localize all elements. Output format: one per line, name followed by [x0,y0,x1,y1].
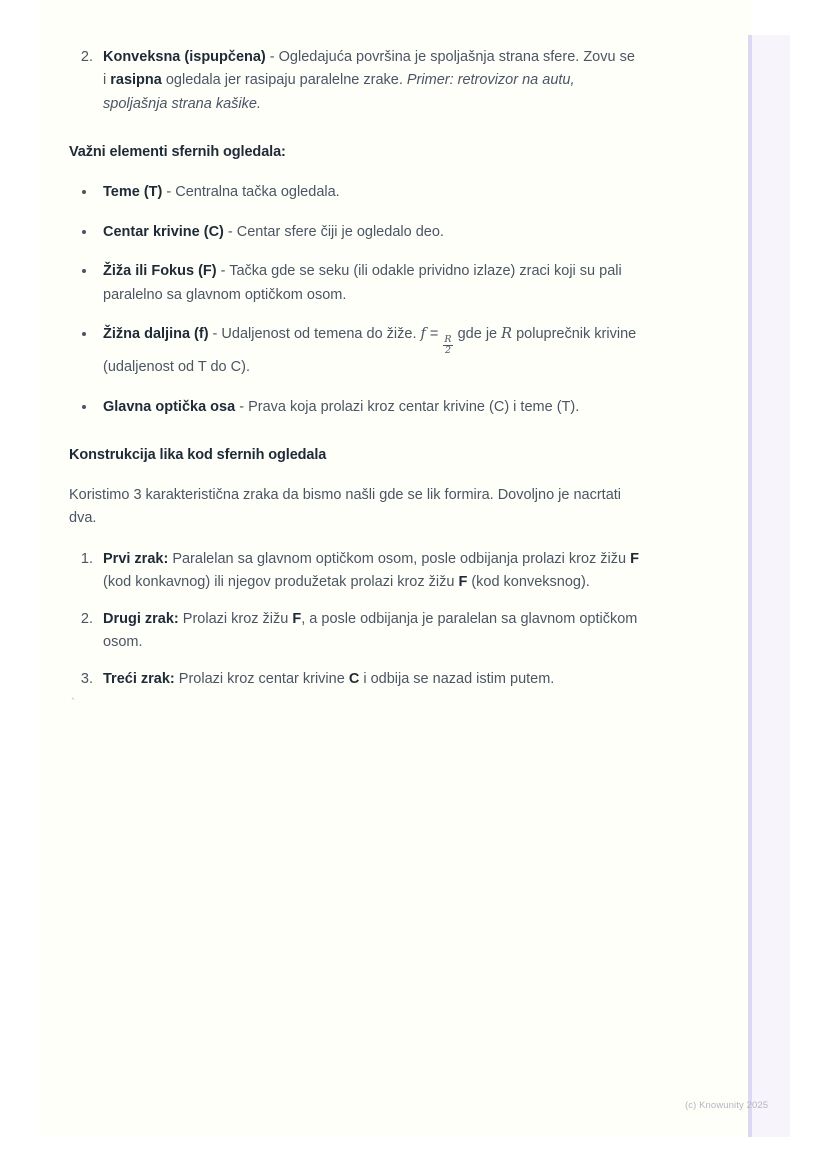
item-text: Centar sfere čiji je ogledalo deo. [236,223,444,240]
symbol-focus-second: F [458,574,468,591]
stray-backtick-character: ` [69,696,77,711]
term-label: Teme (T) [103,184,163,201]
formula-equals: = [425,326,443,343]
term-dash: - [216,263,230,280]
formula-lhs: f [420,326,426,343]
fraction-numerator: R [444,333,452,345]
list-item-ray [97,548,639,595]
item-text: Paralelan sa glavnom optičkom osom, posle odbijanja prolazi kroz žižu [168,550,631,567]
formula-var-radius: R [501,326,513,343]
item-text: Udaljenost od temena do žiže. [221,326,421,343]
term-dash: - [265,49,279,65]
term-label: Drugi zrak: [103,610,179,627]
item-text: Ogledajuća površina je spoljašnja strana sfere. Zovu se i [103,49,635,89]
item-text: Centralna tačka ogledala. [175,184,340,201]
term-dash: - [223,223,237,240]
item-text-continued: (kod konkavnog) ili njegov produžetak prolazi kroz žižu [103,574,459,591]
list-item [97,221,639,244]
item-text: Tačka gde se seku (ili odakle prividno izlaze) zraci koji su pali paralelno sa glavnom optičkom osom. [103,263,622,303]
item-text: Prolazi kroz žižu [178,610,293,627]
item-example-italic: Primer: retrovizor na autu, spoljašnja strana kašike. [103,72,575,112]
term-label: Centar krivine (C) [103,223,224,240]
item-text-tail: , a posle odbijanja je paralelan sa glavnom optičkom osom. [103,610,638,651]
list-item [97,396,639,419]
term-label: Prvi zrak: [103,550,169,567]
fraction-denominator: 2 [444,345,452,357]
term-label-secondary: rasipna [110,72,162,89]
formula-fraction [443,335,452,356]
term-label: Glavna optička osa [103,398,236,415]
list-item [97,46,639,116]
item-text: Prava koja prolazi kroz centar krivine (C) i teme (T). [248,398,580,415]
copyright-watermark: (c) Knowunity 2025 [685,1100,769,1111]
item-text-tail: i odbija se nazad istim putem. [359,670,555,687]
rays-list [69,548,639,691]
item-text: Prolazi kroz centar krivine [174,670,349,687]
document-content [69,0,639,705]
item-text-continued: ogledala jer rasipaju paralelne zrake. [161,72,407,89]
item-text-tail: (kod konveksnog). [467,574,590,591]
symbol-focus: F [292,610,302,627]
item-text-tail: poluprečnik krivine (udaljenost od T do C). [103,326,637,376]
list-item-focal-length [97,323,639,379]
symbol-center: C [348,670,360,687]
term-dash: - [235,398,249,415]
list-item-ray [97,668,639,691]
mirror-elements-list [69,181,639,419]
term-dash: - [208,326,222,343]
term-label: Žiža ili Fokus (F) [103,263,217,280]
formula-suffix-text: gde je [453,326,502,343]
term-label: Treći zrak: [103,670,175,687]
term-label: Konveksna (ispupčena) [103,49,266,65]
list-item [97,260,639,307]
construction-paragraph: Koristimo 3 karakteristična zraka da bismo našli gde se lik formira. Dovoljno je nacrtati dva. [69,486,622,527]
list-item-ray [97,608,639,655]
term-label: Žižna daljina (f) [103,326,209,343]
page-right-margin-panel [752,35,790,1137]
section-heading-construction: Konstrukcija lika kod sfernih ogledala [69,447,327,464]
list-item [97,181,639,204]
symbol-focus: F [630,550,639,567]
section-heading-elements: Važni elementi sfernih ogledala: [69,144,286,161]
term-dash: - [162,184,176,201]
mirror-types-list [69,46,639,116]
